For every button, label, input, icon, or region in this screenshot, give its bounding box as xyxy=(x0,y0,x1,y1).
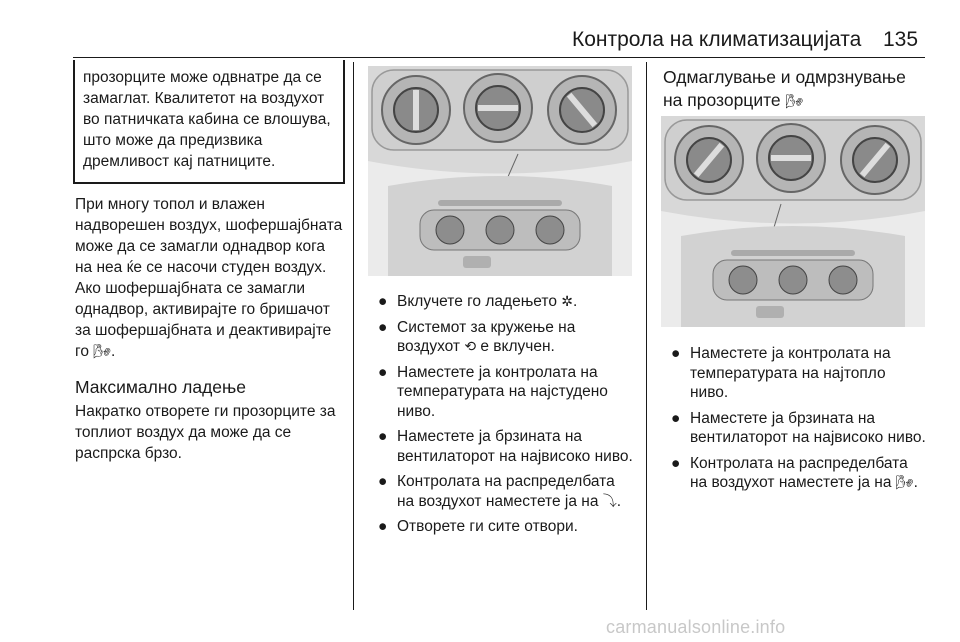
paragraph-fogging-text: При многу топол и влажен надворешен воздух, шофершајбната може да се замагли однадвор кога на неа ќе се насочи студен воздух. Ако шофершајбната се замагли однадвор, активирајте го бришачот за шофершајбната и деактивирајте го xyxy=(75,196,343,360)
bullet-dot-icon: ● xyxy=(378,293,388,310)
list-item-end: е вклучен. xyxy=(476,338,555,355)
windscreen-defrost-icon: 🌬 xyxy=(785,93,804,109)
list-item xyxy=(372,318,634,357)
bullet-dot-icon: ● xyxy=(378,518,388,535)
list-item-end: . xyxy=(913,474,918,491)
temperature-knob-zoom xyxy=(675,126,743,194)
header-divider xyxy=(73,57,925,58)
climate-panel-illustration xyxy=(368,66,632,276)
bullet-dot-icon: ● xyxy=(671,345,681,362)
bullet-dot-icon: ● xyxy=(378,473,388,490)
climate-control-panel-image xyxy=(661,116,925,327)
fan-knob-zoom xyxy=(464,74,532,142)
warning-box xyxy=(73,60,345,184)
list-item-text: Контролата на распределбата на воздухот наместете ја на xyxy=(690,454,908,491)
climate-control-panel-image xyxy=(368,66,632,276)
list-item xyxy=(665,344,927,403)
bullet-dot-icon: ● xyxy=(671,409,681,427)
cooling-steps-list xyxy=(372,292,634,543)
list-item-text: Системот за кружење на воздухот xyxy=(397,318,576,355)
list-item xyxy=(372,472,634,511)
bullet-dot-icon: ● xyxy=(378,363,388,381)
list-item xyxy=(372,292,634,312)
list-item-text: Отворете ги сите отвори. xyxy=(397,518,578,535)
bullet-dot-icon: ● xyxy=(671,454,681,472)
demist-steps-list xyxy=(665,344,927,499)
list-item xyxy=(665,409,927,448)
section-heading-demist-text: Одмаглување и одмрзнување на прозорците xyxy=(663,67,906,110)
list-item-text: Контролата на распределбата на воздухот наместете ја на xyxy=(397,473,615,510)
air-to-body-icon: ⤵ xyxy=(602,492,617,509)
list-item-text: Наместете ја брзината на вентилаторот на највисоко ниво. xyxy=(690,409,926,446)
section-heading-demist xyxy=(663,66,925,113)
fan-knob-zoom xyxy=(757,124,825,192)
list-item xyxy=(372,427,634,466)
left-column xyxy=(75,60,345,464)
warning-text: прозорците може одвнатре да се замаглат. Квалитетот на воздухот во патничката кабина се влошува, што може да предизвика дремливост кај патниците. xyxy=(83,69,331,170)
ac-snowflake-icon: ✲ xyxy=(561,293,573,309)
list-item-text: Наместете ја контролата на температурата на најстудено ниво. xyxy=(397,363,608,420)
list-item-text: Наместете ја контролата на температурата на најтопло ниво. xyxy=(690,345,891,401)
windscreen-defrost-icon: 🌬 xyxy=(895,474,914,490)
paragraph-fogging xyxy=(75,194,345,362)
distribution-knob-zoom xyxy=(548,76,616,144)
watermark: carmanualsonline.info xyxy=(606,617,786,637)
list-item xyxy=(372,363,634,422)
list-item-text: Наместете ја брзината на вентилаторот на највисоко ниво. xyxy=(397,428,633,465)
climate-panel-illustration-demist xyxy=(661,116,925,327)
section-heading-max-cooling: Максимално ладење xyxy=(75,377,246,397)
list-item-end: . xyxy=(572,293,578,310)
distribution-knob-zoom xyxy=(841,126,909,194)
column-divider-right xyxy=(646,62,647,610)
list-item-end: . xyxy=(616,492,622,510)
bullet-dot-icon: ● xyxy=(378,318,388,336)
list-item xyxy=(372,517,634,537)
page-title: Контрола на климатизацијата xyxy=(572,28,862,51)
temperature-knob-zoom xyxy=(382,76,450,144)
bullet-dot-icon: ● xyxy=(378,428,388,445)
paragraph-max-cooling: Накратко отворете ги прозорците за топлиот воздух да може да се распрска брзо. xyxy=(75,403,336,462)
list-item xyxy=(665,454,927,493)
air-recirculation-icon: ⟲ xyxy=(464,338,477,354)
list-item-text: Вклучете го ладењето xyxy=(397,293,557,310)
column-divider-left xyxy=(353,62,354,610)
windscreen-defrost-icon: 🌬 xyxy=(93,343,112,359)
page-number: 135 xyxy=(883,28,919,51)
paragraph-fogging-end: . xyxy=(111,343,116,360)
